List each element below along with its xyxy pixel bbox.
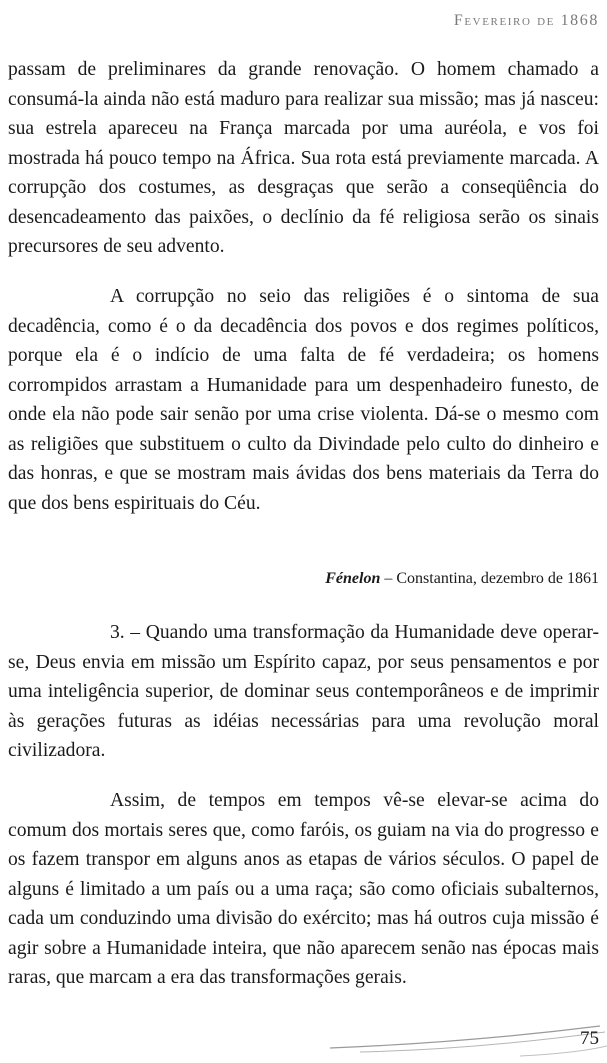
footer-swoosh-ornament — [0, 1000, 607, 1063]
signature-author: Fénelon — [325, 570, 381, 587]
paragraph-3: 3. – Quando uma transformação da Humanidade deve operar-se, Deus envia em missão um Espírito capaz, por seus pensamentos e por uma inteligência superior, de dominar seus contemporâneos e de imprimir às gerações futuras as idéias necessárias para uma revolução moral civilizadora. — [8, 622, 599, 761]
page-number: 75 — [580, 1028, 599, 1049]
paragraph-2: A corrupção no seio das religiões é o sintoma de sua decadência, como é o da decadência dos povos e dos regimes políticos, porque ela é o indício de uma falta de fé verdadeira; os homens corrompidos arrastam a Humanidade para um despenhadeiro funesto, de onde ela não pode sair senão por uma crise violenta. Dá-se o mesmo com as religiões que substituem o culto da Divindade pelo culto do dinheiro e das honras, e que se mostram mais ávidas dos bens materiais da Terra do que dos bens espirituais do Céu. — [8, 286, 599, 514]
running-header: Fevereiro de 1868 — [453, 12, 599, 29]
paragraph-4: Assim, de tempos em tempos vê-se elevar-se acima do comum dos mortais seres que, como faróis, os guiam na via do progresso e os fazem transpor em alguns anos as etapas de vários séculos. O papel de alguns é limitado a um país ou a uma raça; são como oficiais subalternos, cada um conduzindo uma divisão do exército; mas há outros cuja missão é agir sobre a Humanidade inteira, que não aparecem senão nas épocas mais raras, que marcam a era das transformações gerais. — [8, 790, 599, 988]
signature-place-date: – Constantina, dezembro de 1861 — [380, 570, 599, 587]
signature — [325, 570, 599, 588]
paragraph-1: passam de preliminares da grande renovação. O homem chamado a consumá-la ainda não está maduro para realizar sua missão; mas já nasceu: sua estrela apareceu na França marcada por uma auréola, e vos foi mostrada há pouco tempo na África. Sua rota está previamente marcada. A corrupção dos costumes, as desgraças que serão a conseqüência do desencadeamento das paixões, o declínio da fé religiosa serão os sinais precursores de seu advento. — [8, 59, 599, 257]
